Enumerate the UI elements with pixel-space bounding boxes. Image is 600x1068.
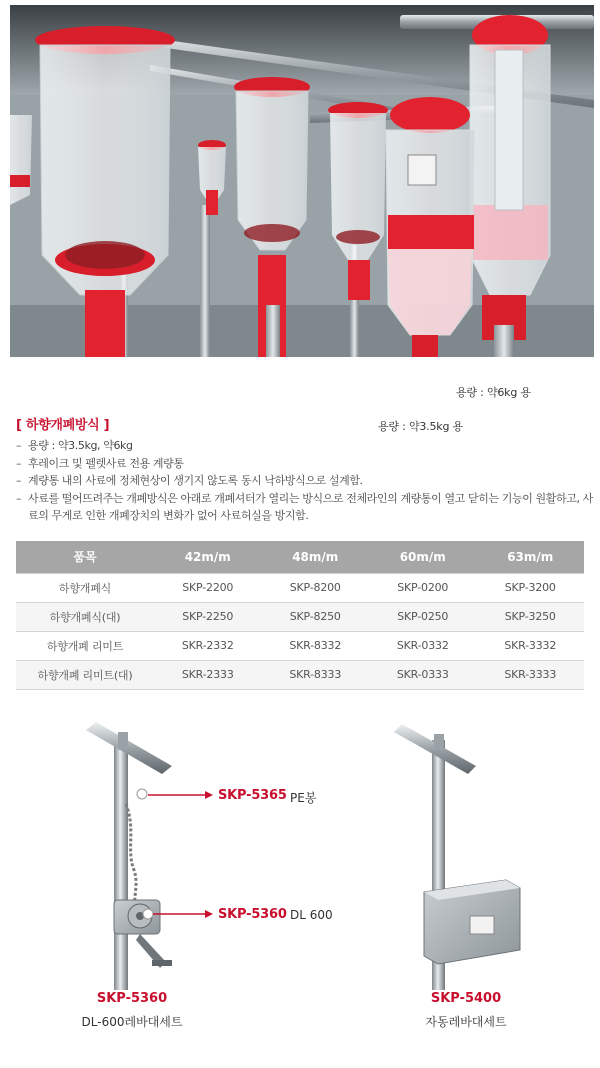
product-drawings xyxy=(0,720,600,1000)
capacity-caption-6kg: 용량 : 약6kg 용 xyxy=(456,386,531,399)
dl-600-lever-set-drawing xyxy=(86,722,172,990)
feature-list xyxy=(16,437,596,525)
table-header-row xyxy=(16,541,584,573)
product-code-skp-5400: SKP-5400 xyxy=(430,991,502,1006)
product-name-auto-lever-set: 자동레바대세트 xyxy=(425,1015,507,1029)
auto-lever-set-drawing xyxy=(394,724,520,990)
cell-code: SKP-8250 xyxy=(262,602,370,631)
table-row xyxy=(16,602,584,631)
product-code-skp-5360: SKP-5360 xyxy=(96,991,168,1006)
cell-code: SKR-2333 xyxy=(154,660,262,689)
section-title: [ 하향개폐방식 ] xyxy=(16,418,110,433)
cell-code: SKP-3250 xyxy=(477,602,585,631)
callout-code-dl600: SKP-5360 xyxy=(218,907,287,922)
header-item: 품목 xyxy=(16,541,154,573)
table-row xyxy=(16,631,584,660)
callout-desc-dl600: DL 600 xyxy=(290,908,333,922)
feature-item: – 사료를 떨어뜨려주는 개폐방식은 아래로 개폐셔터가 열리는 방식으로 전체라인의 계량통이 열고 닫히는 기능이 원활하고, 사료의 무게로 인한 개폐장치의 변화가 없어 사료허실을 방지함. xyxy=(16,490,596,525)
header-48mm: 48m/m xyxy=(262,541,370,573)
cell-code: SKP-0250 xyxy=(369,602,477,631)
cell-code: SKR-3332 xyxy=(477,631,585,660)
cell-code: SKP-8200 xyxy=(262,573,370,602)
cell-item: 하향개폐식(대) xyxy=(16,602,154,631)
cell-code: SKR-0333 xyxy=(369,660,477,689)
product-name-dl600-lever-set: DL-600레바대세트 xyxy=(81,1015,183,1029)
feature-item: – 용량 : 약3.5kg, 약6kg xyxy=(16,437,596,455)
cell-item: 하향개폐 리미트(대) xyxy=(16,660,154,689)
callout-desc-pe-rod: PE봉 xyxy=(290,791,317,805)
header-42mm: 42m/m xyxy=(154,541,262,573)
callout-code-pe-rod: SKP-5365 xyxy=(218,788,287,803)
header-60mm: 60m/m xyxy=(369,541,477,573)
spec-table xyxy=(16,541,584,690)
cell-code: SKR-2332 xyxy=(154,631,262,660)
cell-code: SKR-3333 xyxy=(477,660,585,689)
lever-set-illustrations xyxy=(0,720,600,1000)
cell-code: SKR-8333 xyxy=(262,660,370,689)
table-row xyxy=(16,660,584,689)
feature-item: – 계량통 내의 사료에 정체현상이 생기지 않도록 동시 낙하방식으로 설계함. xyxy=(16,472,596,490)
cell-item: 하향개폐 리미트 xyxy=(16,631,154,660)
cell-item: 하향개폐식 xyxy=(16,573,154,602)
cell-code: SKP-0200 xyxy=(369,573,477,602)
capacity-caption-3-5kg: 용량 : 약3.5kg 용 xyxy=(378,420,463,433)
table-row xyxy=(16,573,584,602)
feature-item: – 후레이크 및 펠렛사료 전용 계량통 xyxy=(16,455,596,473)
cell-code: SKP-3200 xyxy=(477,573,585,602)
cell-code: SKP-2250 xyxy=(154,602,262,631)
cell-code: SKP-2200 xyxy=(154,573,262,602)
header-63mm: 63m/m xyxy=(477,541,585,573)
cell-code: SKR-0332 xyxy=(369,631,477,660)
product-photo xyxy=(10,5,594,357)
cell-code: SKR-8332 xyxy=(262,631,370,660)
